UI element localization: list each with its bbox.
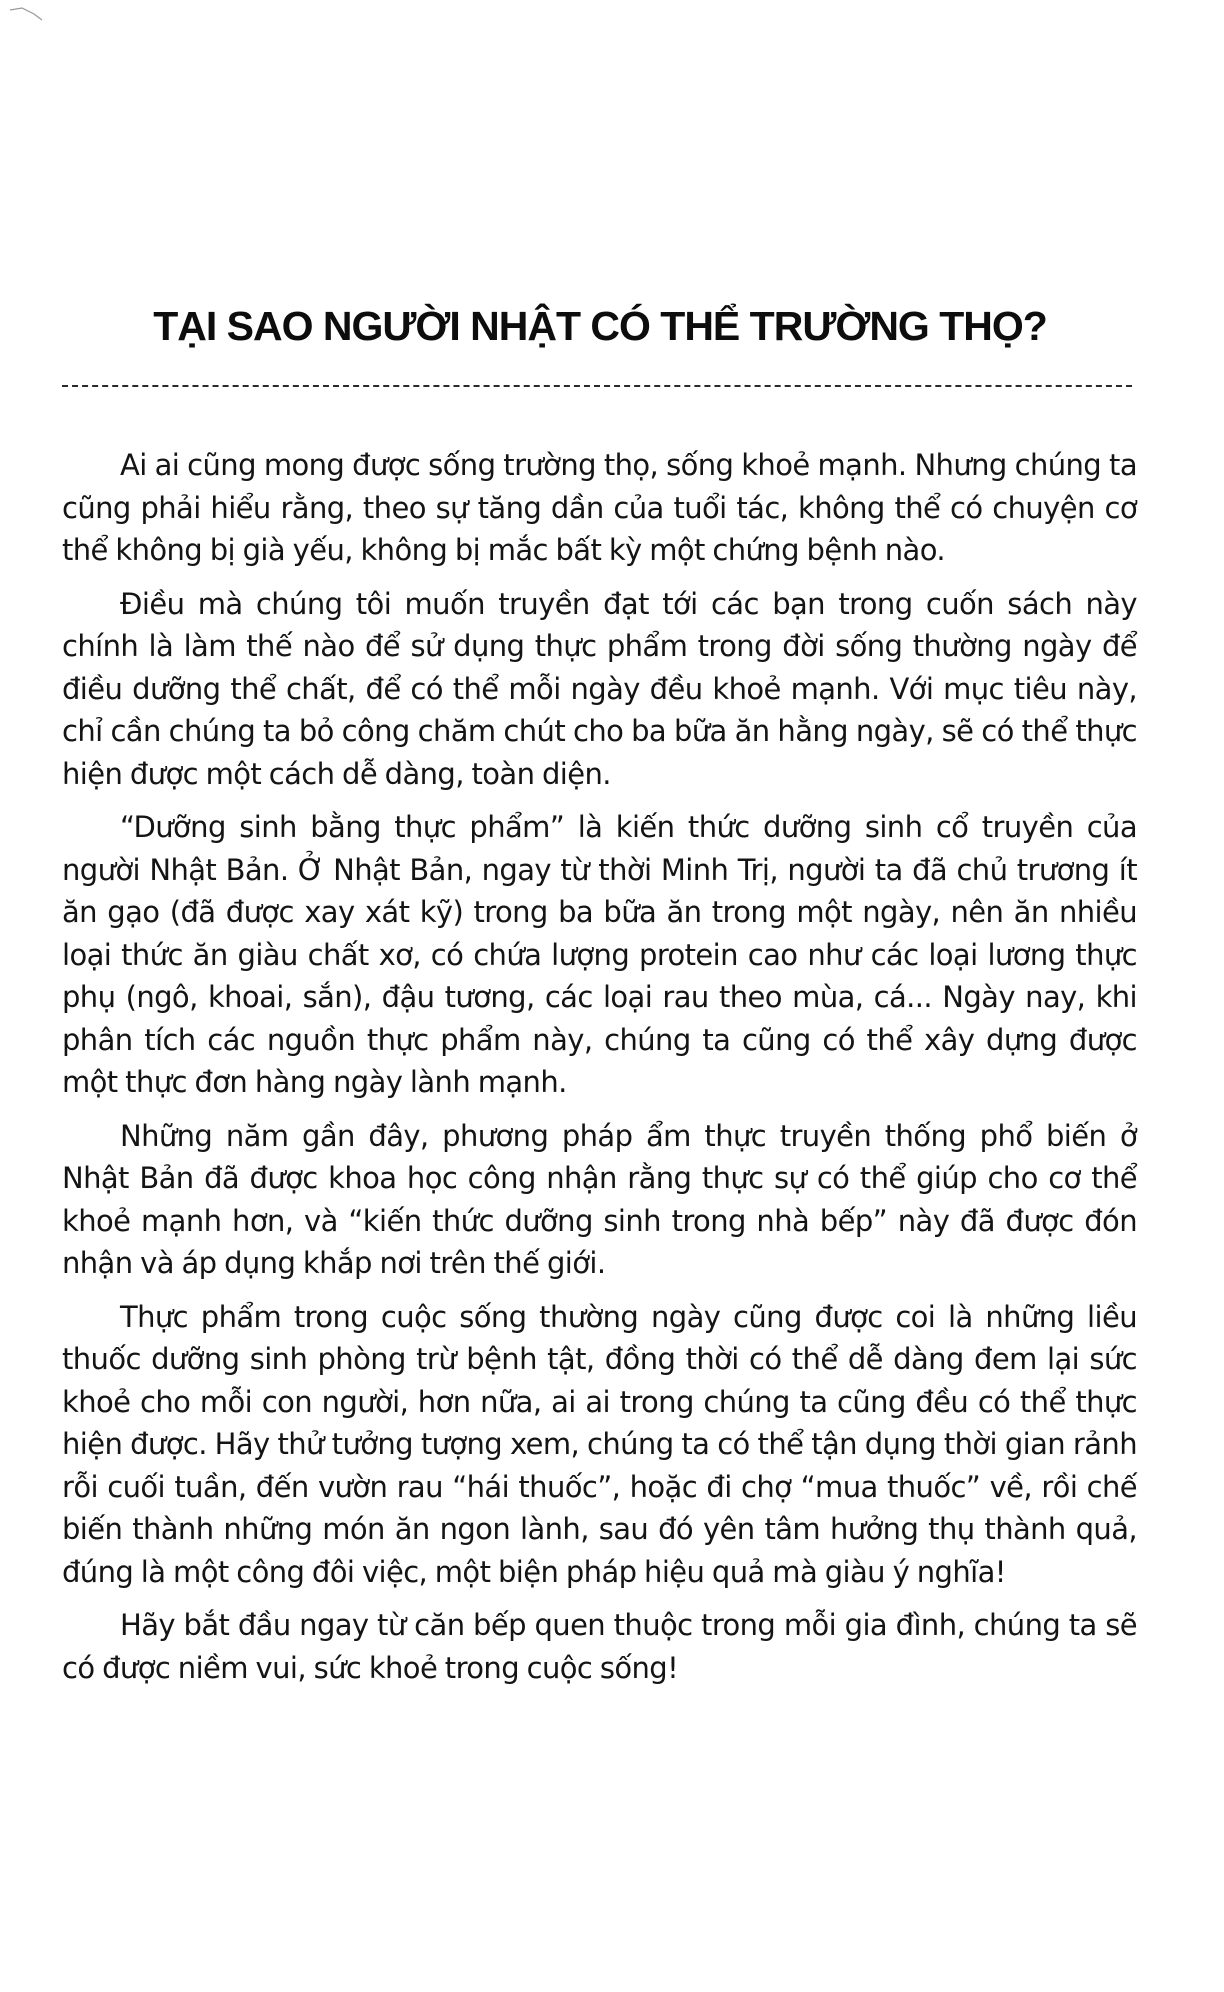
paragraph: Điều mà chúng tôi muốn truyền đạt tới các bạn trong cuốn sách này chính là làm thế nào để sử dụng thực phẩm trong đời sống thường ngày để điều dưỡng thể chất, để có thể mỗi ngày đều khoẻ mạnh. Với mục tiêu này, chỉ cần chúng ta bỏ công chăm chút cho ba bữa ăn hằng ngày, sẽ có thể thực hiện được một cách dễ dàng, toàn diện. xyxy=(62,586,1137,791)
paragraph: “Dưỡng sinh bằng thực phẩm” là kiến thức dưỡng sinh cổ truyền của người Nhật Bản. Ở Nhật Bản, ngay từ thời Minh Trị, người ta đã chủ trương ít ăn gạo (đã được xay xát kỹ) trong ba bữa ăn trong một ngày, nên ăn nhiều loại thức ăn giàu chất xơ, có chứa lượng protein cao như các loại lương thực phụ (ngô, khoai, sắn), đậu tương, các loại rau theo mùa, cá... Ngày nay, khi phân tích các nguồn thực phẩm này, chúng ta cũng có thể xây dựng được một thực đơn hàng ngày lành mạnh. xyxy=(62,810,1137,1099)
page-corner-mark xyxy=(8,6,48,24)
chapter-title: TẠI SAO NGƯỜI NHẬT CÓ THỂ TRƯỜNG THỌ? xyxy=(153,303,1047,349)
paragraph: Những năm gần đây, phương pháp ẩm thực truyền thống phổ biến ở Nhật Bản đã được khoa học công nhận rằng thực sự có thể giúp cho cơ thể khoẻ mạnh hơn, và “kiến thức dưỡng sinh trong nhà bếp” này đã được đón nhận và áp dụng khắp nơi trên thế giới. xyxy=(62,1118,1137,1280)
paragraph: Ai ai cũng mong được sống trường thọ, sống khoẻ mạnh. Nhưng chúng ta cũng phải hiểu rằng, theo sự tăng dần của tuổi tác, không thể có chuyện cơ thể không bị già yếu, không bị mắc bất kỳ một chứng bệnh nào. xyxy=(62,448,1137,567)
body-text xyxy=(62,444,1137,1700)
paragraph: Thực phẩm trong cuộc sống thường ngày cũng được coi là những liều thuốc dưỡng sinh phòng trừ bệnh tật, đồng thời có thể dễ dàng đem lại sức khoẻ cho mỗi con người, hơn nữa, ai ai trong chúng ta cũng đều có thể thực hiện được. Hãy thử tưởng tượng xem, chúng ta có thể tận dụng thời gian rảnh rỗi cuối tuần, đến vườn rau “hái thuốc”, hoặc đi chợ “mua thuốc” về, rồi chế biến thành những món ăn ngon lành, sau đó yên tâm hưởng thụ thành quả, đúng là một công đôi việc, một biện pháp hiệu quả mà giàu ý nghĩa! xyxy=(62,1299,1137,1589)
paragraph: Hãy bắt đầu ngay từ căn bếp quen thuộc trong mỗi gia đình, chúng ta sẽ có được niềm vui, sức khoẻ trong cuộc sống! xyxy=(62,1608,1137,1685)
dashed-divider xyxy=(62,385,1132,387)
